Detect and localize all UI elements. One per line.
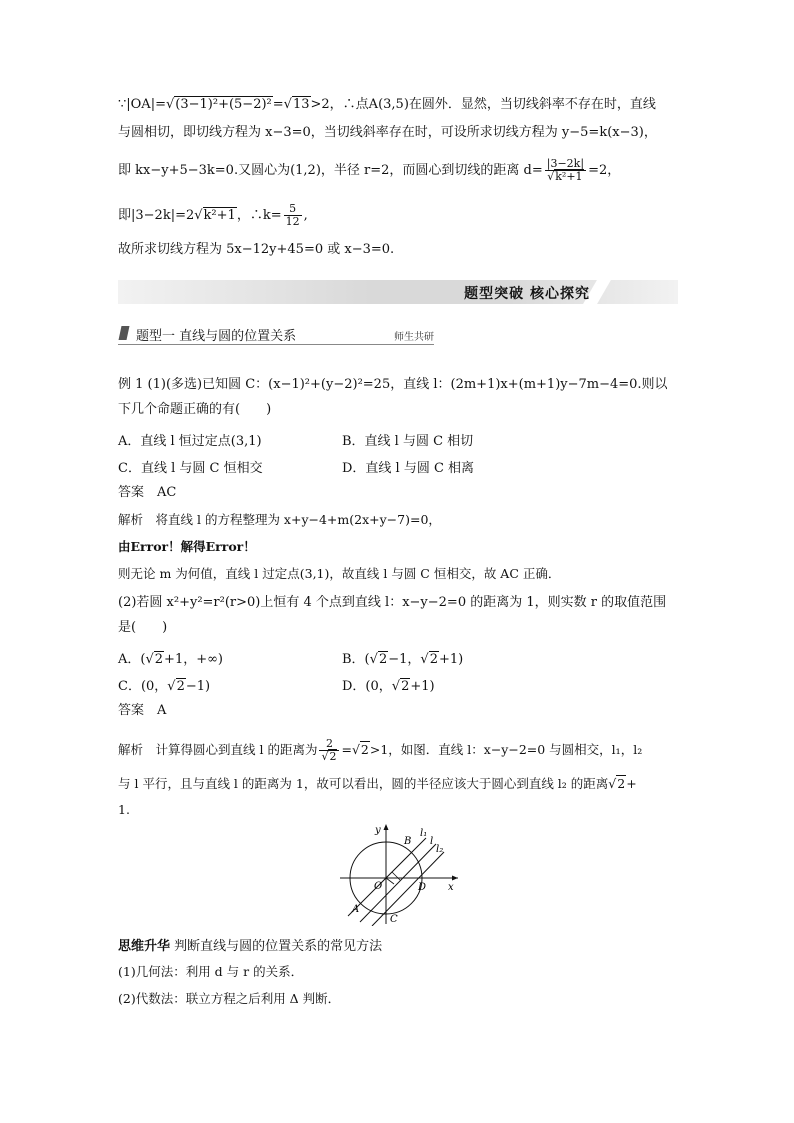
sqrt-radicand: k²+1 (203, 208, 236, 223)
x-axis-arrow (452, 876, 458, 881)
q2-line-1: (2)若圆 x²+y²=r²(r>0)上恒有 4 个点到直线 l：x−y−2=0 的距离为 1，则实数 r 的取值范围 (118, 595, 667, 610)
text: >2，∴点A(3,5)在圆外．显然，当切线斜率不存在时，直线 (310, 97, 656, 112)
q1-line-1: 例 1 (1)(多选)已知圆 C：(x−1)²+(y−2)²=25，直线 l：(2m+1)x+(m+1)y−7m−4=0.则以 (118, 377, 668, 392)
text: , (303, 208, 308, 223)
numerator: 2 (319, 738, 339, 751)
label-y: y (375, 825, 381, 836)
text: =2， (588, 163, 621, 178)
summary-point-1: (1)几何法：利用 d 与 r 的关系． (118, 964, 304, 979)
y-axis-arrow (384, 824, 389, 830)
option-a: A．直线 l 恒过定点(3,1) (118, 434, 262, 449)
intro-line-1: ∵|OA|=√(3−1)²+(5−2)²=√13>2，∴点A(3,5)在圆外．显然，当切线斜率不存在时，直线 (118, 97, 656, 112)
line-l1 (348, 838, 426, 916)
option-2b: B．(√2−1，√2+1) (342, 652, 464, 667)
text: C．(0， (118, 679, 168, 694)
section-name: 题型一 直线与圆的位置关系 (136, 329, 297, 344)
sqrt-radicand: k²+1 (555, 170, 583, 183)
circle-lines-figure (330, 820, 470, 926)
option-b: B．直线 l 与圆 C 相切 (342, 434, 474, 449)
text: 与 l 平行，且与直线 l 的距离为 1，故可以看出，圆的半径应该大于圆心到直线 l₂ 的距离 (118, 776, 609, 791)
text: A．( (118, 652, 146, 667)
label-b: B (404, 836, 412, 847)
summary-title-bold: 思维升华 (118, 939, 171, 954)
answer-1: 答案 AC (118, 485, 177, 500)
intro-line-3 (118, 158, 620, 183)
solution-2-line-3: 1. (118, 802, 130, 817)
sqrt-radicand: (3−1)²+(5−2)² (175, 97, 272, 112)
label-origin: O (374, 881, 383, 892)
q1-line-2: 下几个命题正确的有( ) (118, 402, 272, 417)
denominator: √2 (321, 750, 337, 763)
fraction (545, 158, 586, 183)
text: 即|3−2k|=2 (118, 208, 195, 223)
text: −1) (185, 679, 211, 694)
denominator: √k²+1 (547, 170, 583, 183)
option-2a: A．(√2+1，+∞) (118, 652, 224, 667)
sqrt-radicand: 2 (154, 652, 164, 667)
label-l1: l₁ (420, 828, 428, 839)
fraction (319, 738, 339, 763)
text: B．( (342, 652, 370, 667)
sqrt-radicand: 2 (360, 742, 369, 757)
option-d: D．直线 l 与圆 C 相离 (342, 461, 475, 476)
text: +1) (410, 679, 435, 694)
answer-2: 答案 A (118, 703, 167, 718)
intro-line-2: 与圆相切，即切线方程为 x−3=0，当切线斜率存在时，可设所求切线方程为 y−5=k(x−3)， (118, 125, 657, 140)
summary-point-2: (2)代数法：联立方程之后利用 Δ 判断． (118, 991, 341, 1006)
solution-1-line-2: 由Error！解得Error！ (118, 539, 256, 554)
numerator: |3−2k| (546, 157, 585, 170)
option-2c: C．(0，√2−1) (118, 679, 211, 694)
solution-2-line-2: 与 l 平行，且与直线 l 的距离为 1，故可以看出，圆的半径应该大于圆心到直线 l₂ 的距离√2+ (118, 776, 637, 791)
banner-title: 题型突破 核心探究 (464, 286, 590, 302)
sqrt-radicand: 2 (329, 750, 337, 763)
label-x: x (448, 882, 454, 893)
numerator: 5 (284, 203, 302, 216)
sqrt-radicand: 2 (378, 652, 388, 667)
section-tag: 师生共研 (394, 332, 434, 343)
section-heading (118, 324, 434, 345)
label-c: C (390, 914, 398, 925)
label-l2: l₂ (436, 844, 444, 855)
section-banner (118, 280, 678, 304)
sqrt-radicand: 2 (429, 652, 438, 667)
distance-mark (392, 872, 400, 880)
text: = (272, 97, 284, 112)
sqrt-radicand: 2 (617, 776, 626, 791)
text: + (626, 776, 637, 791)
solution-1-line-1: 解析 将直线 l 的方程整理为 x+y−4+m(2x+y−7)=0， (118, 512, 441, 527)
label-l: l (430, 836, 434, 847)
text: = (341, 742, 352, 757)
option-c: C．直线 l 与圆 C 恒相交 (118, 461, 263, 476)
text: +1，+∞) (164, 652, 224, 667)
text: 即 kx−y+5−3k=0.又圆心为(1,2)，半径 r=2，而圆心到切线的距离 d= (118, 163, 543, 178)
fraction (284, 203, 302, 228)
intro-line-5: 故所求切线方程为 5x−12y+45=0 或 x−3=0. (118, 242, 395, 257)
label-d: D (418, 882, 427, 893)
distance-mark (386, 878, 394, 884)
text: 解析 计算得圆心到直线 l 的距离为 (118, 742, 318, 757)
text: ∵|OA|= (118, 97, 166, 112)
text: +1) (438, 652, 464, 667)
label-a: A (352, 904, 360, 915)
sqrt-radicand: 2 (401, 679, 410, 694)
q2-line-2: 是( ) (118, 620, 168, 635)
line-l2 (372, 852, 444, 926)
section-marker-icon (119, 326, 130, 340)
sqrt-radicand: 13 (292, 97, 310, 112)
text: >1，如图．直线 l：x−y−2=0 与圆相交，l₁，l₂ (369, 742, 643, 757)
intro-line-4: 即|3−2k|=2√k²+1，∴k= $\frac{5}{12}$ , (118, 202, 308, 228)
sqrt-radicand: 2 (176, 679, 185, 694)
text: D．(0， (342, 679, 392, 694)
summary-title-rest: 判断直线与圆的位置关系的常见方法 (174, 939, 383, 954)
text: ，∴k= (236, 208, 282, 223)
option-2d: D．(0，√2+1) (342, 679, 435, 694)
solution-1-line-3: 则无论 m 为何值，直线 l 过定点(3,1)，故直线 l 与圆 C 恒相交，故 AC 正确． (118, 566, 561, 581)
solution-2-line-1: 解析 计算得圆心到直线 l 的距离为 $\frac{2}{√2}$ =√2>1，如图．直线 l：x−y−2=0 与圆相交，l₁，l₂ (118, 737, 643, 763)
denominator: 12 (285, 215, 300, 228)
summary-title (118, 938, 382, 956)
text: −1， (388, 652, 421, 667)
